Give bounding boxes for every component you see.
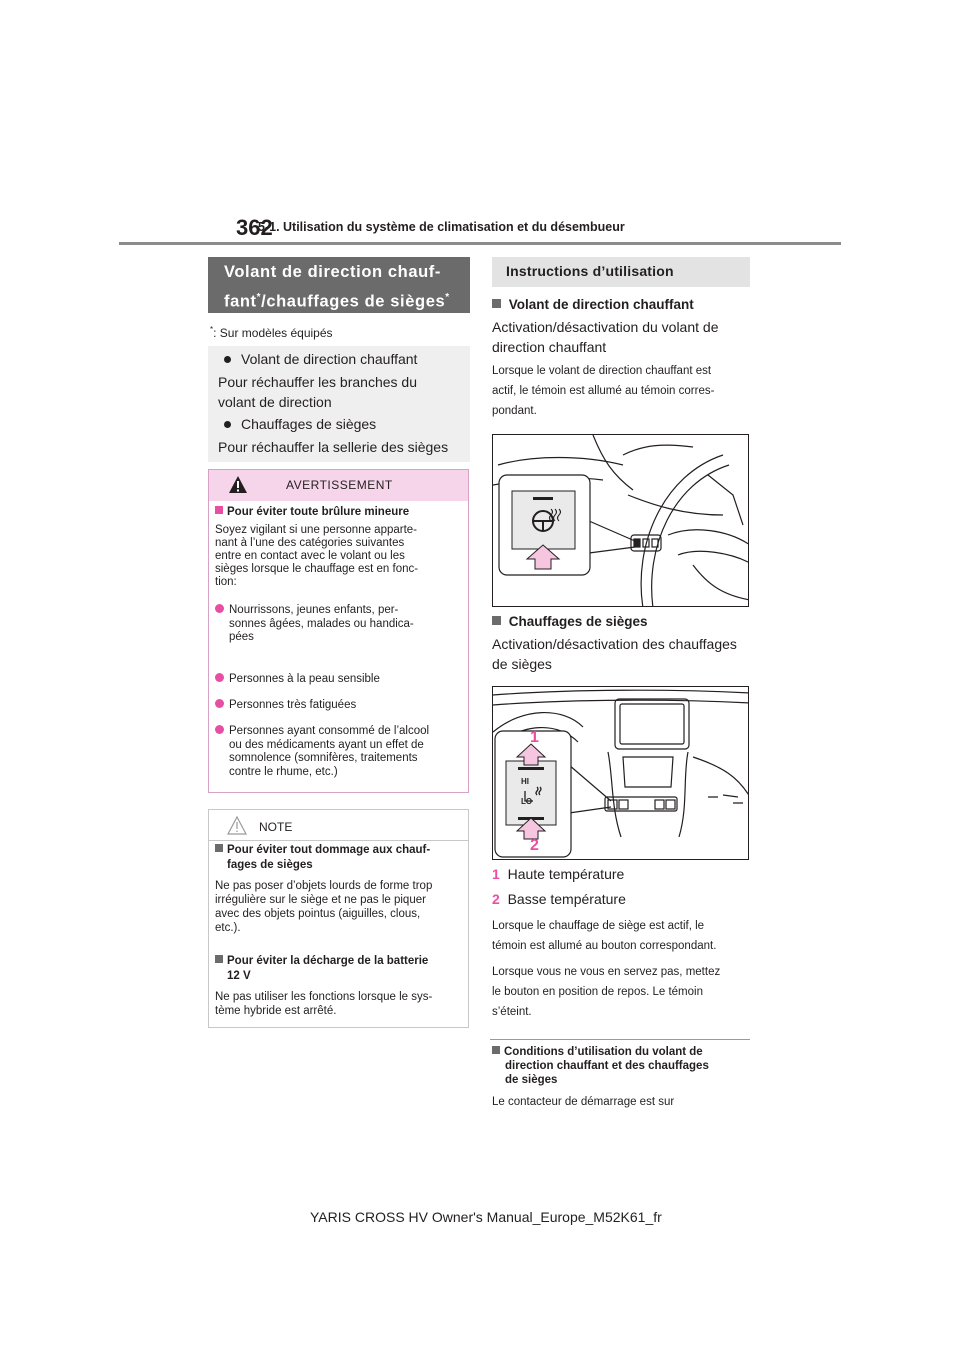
caution-triangle-icon [227,816,247,835]
hi-label: HI [521,777,529,786]
conditions-title-line-2: direction chauffant et des chauffages [505,1060,709,1072]
item-2-title [218,414,376,434]
square-bullet-icon [215,955,223,963]
note-sub-1 [215,844,463,857]
warning-bullet-3-line-1: Personnes très fatiguées [229,699,357,711]
note-text-1-1: Ne pas poser d’objets lourds de forme trop [215,880,433,892]
note-box [208,809,469,1028]
item-2-desc: Pour réchauffer la sellerie des sièges [218,439,449,455]
legend-1-num: 1 [492,866,500,882]
legend-2-label: Basse température [507,891,626,907]
heading-line-1: Volant de direction chauf- [224,263,441,281]
seats-small-1: Lorsque le chauffage de siège est actif, le [492,920,705,932]
note-text-1-3: avec des objets pointus (aiguilles, clous, [215,908,421,920]
page-number: 362 [236,215,273,240]
wheel-small-2: actif, le témoin est allumé au témoin corres- [492,385,715,397]
heading-part-b: /chauffages de sièges [261,292,446,311]
wheel-small-3: pondant. [492,405,537,417]
warning-intro-2: nant à l’une des catégories suivantes [215,537,405,549]
footnote-text: : Sur modèles équipés [213,326,333,340]
warning-bullet-4-line-3: somnolence (somnifères, traitements [229,752,418,764]
right-heading-text: Instructions d’utilisation [506,263,674,279]
note-sub-2 [215,955,463,968]
seats-line-2: de sièges [492,656,552,672]
heading-star-1: * [256,292,262,303]
seats-line-1: Activation/désactivation des chauffages [492,636,737,652]
warning-bullet-4-line-2: ou des médicaments ayant un effet de [229,738,424,751]
pink-bullet-icon [215,604,224,613]
seats-small-5: s’éteint. [492,1006,532,1018]
left-section-heading [208,257,470,313]
square-bullet-icon [492,1046,500,1054]
note-text-1-2: irrégulière sur le siège et ne pas le piquer [215,894,426,906]
warning-intro-5: tion: [215,576,237,588]
pink-bullet-icon [215,725,224,734]
note-sub-2-line-1: Pour éviter la décharge de la batterie [227,955,429,967]
footnote [210,325,333,340]
lo-label: LO [521,797,533,806]
wheel-subtitle-text: Volant de direction chauffant [508,297,694,312]
warning-bullet-4-line-1: Personnes ayant consommé de l’alcool [229,725,430,737]
conditions-rule [490,1039,750,1040]
warning-subtitle [215,506,463,519]
section-title: 5-1. Utilisation du système de climatisation et du désembueur [258,220,625,234]
seats-small-2: témoin est allumé au bouton correspondant. [492,940,717,952]
item-1-desc-1: Pour réchauffer les branches du [218,374,417,390]
square-bullet-icon [215,506,223,514]
seats-subtitle [492,614,648,629]
callout-2: 2 [530,837,539,854]
footnote-star: * [210,325,214,334]
warning-box [208,469,469,793]
heading-line-2 [224,285,470,315]
warning-bullet-4-line-4: contre le rhume, etc.) [229,765,338,778]
warning-bullet-2 [215,673,463,688]
summary-box [208,346,470,462]
warning-title: AVERTISSEMENT [286,478,393,492]
warning-bullet-1 [215,604,463,643]
legend-2-num: 2 [492,891,500,907]
warning-bullet-3 [215,699,463,714]
square-bullet-icon [492,299,501,308]
warning-intro-4: sièges lorsque le chauffage est en fonc- [215,563,419,575]
legend-1-label: Haute température [507,866,625,882]
conditions-title-line-3: de sièges [505,1074,558,1086]
seats-small-3: Lorsque vous ne vous en servez pas, mettez [492,966,721,978]
note-text-2-1: Ne pas utiliser les fonctions lorsque le sys- [215,991,433,1003]
warning-bullet-1-line-3: pées [229,631,254,643]
right-section-heading [490,257,750,287]
warning-bullet-2-line-1: Personnes à la peau sensible [229,673,380,685]
conditions-title [492,1046,750,1059]
conditions-title-line-1: Conditions d’utilisation du volant de [504,1046,703,1058]
item-2-title-text: Chauffages de sièges [241,416,377,432]
warning-intro-3: entre en contact avec le volant ou les [215,550,405,562]
note-sub-1-line-1: Pour éviter tout dommage aux chauf- [227,844,431,856]
square-bullet-icon [215,844,223,852]
seat-heater-drawing [493,687,749,860]
seats-subtitle-text: Chauffages de sièges [508,614,648,629]
seats-small-4: le bouton en position de repos. Le témoin [492,986,703,998]
item-1-desc-2: volant de direction [218,394,332,410]
warning-bullet-4 [215,725,463,778]
steering-wheel-illustration [492,434,749,607]
pink-bullet-icon [215,673,224,682]
item-1-title [218,349,417,369]
warning-intro-1: Soyez vigilant si une personne apparte- [215,524,418,536]
warning-bullet-1-line-1: Nourrissons, jeunes enfants, per- [229,604,399,616]
legend-1 [492,864,624,884]
warning-bullet-1-line-2: sonnes âgées, malades ou handica- [229,617,414,630]
heading-star-2: * [445,292,450,303]
seat-heater-illustration [492,686,749,860]
bullet-icon [224,421,231,428]
wheel-line-1: Activation/désactivation du volant de [492,319,719,335]
warning-header [209,470,468,501]
note-rule [209,840,468,841]
footer-text: YARIS CROSS HV Owner's Manual_Europe_M52K61_fr [310,1209,662,1225]
conditions-text: Le contacteur de démarrage est sur [492,1096,675,1108]
note-sub-1-line-2: fages de sièges [227,859,313,871]
warning-triangle-icon [228,475,248,494]
warning-subtitle-text: Pour éviter toute brûlure mineure [227,506,410,518]
legend-2 [492,889,626,909]
note-title: NOTE [259,820,293,834]
wheel-subtitle [492,297,694,312]
wheel-line-2: direction chauffant [492,339,607,355]
bullet-icon [224,356,231,363]
note-text-2-2: tème hybride est arrêté. [215,1005,337,1017]
callout-1: 1 [530,729,539,746]
header-rule [119,242,841,245]
square-bullet-icon [492,616,501,625]
note-sub-2-line-2: 12 V [227,970,251,982]
pink-bullet-icon [215,699,224,708]
steering-wheel-drawing [493,435,749,607]
item-1-title-text: Volant de direction chauffant [241,351,418,367]
wheel-small-1: Lorsque le volant de direction chauffant est [492,365,712,377]
heading-part-a: fant [224,292,257,311]
note-text-1-4: etc.). [215,922,241,934]
